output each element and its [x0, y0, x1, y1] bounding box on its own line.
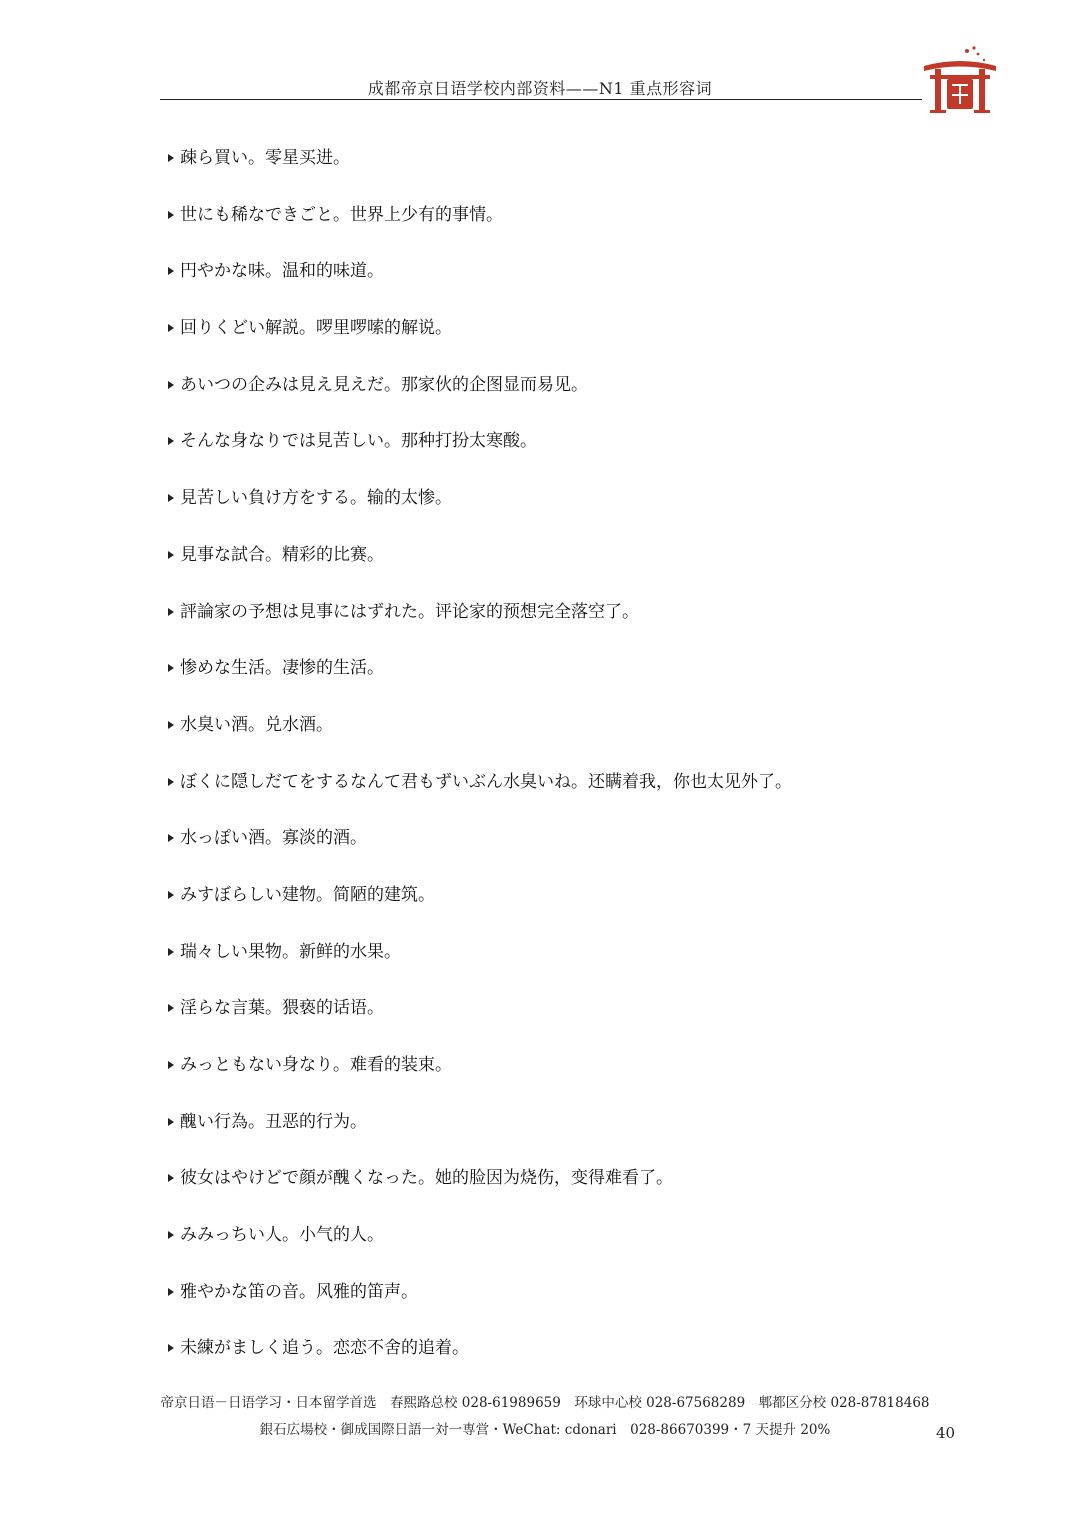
triangle-bullet-icon [168, 721, 174, 729]
triangle-bullet-icon [168, 891, 174, 899]
list-item [166, 1276, 1006, 1333]
triangle-bullet-icon [168, 1344, 174, 1352]
entry-text: 見事な試合。精彩的比赛。 [180, 544, 384, 565]
entry-text: みっともない身なり。难看的装束。 [180, 1055, 452, 1075]
list-item [166, 822, 1006, 879]
school-logo-torii-icon [918, 44, 1002, 116]
triangle-bullet-icon [168, 267, 174, 275]
triangle-bullet-icon [168, 608, 174, 616]
page-number: 40 [936, 1424, 956, 1442]
list-item [166, 1106, 1006, 1163]
list-item [166, 142, 1006, 199]
list-item [166, 1219, 1006, 1276]
triangle-bullet-icon [168, 664, 174, 672]
triangle-bullet-icon [168, 834, 174, 842]
entry-text: 醜い行為。丑恶的行为。 [180, 1111, 367, 1132]
triangle-bullet-icon [168, 551, 174, 559]
list-item [166, 766, 1006, 823]
triangle-bullet-icon [168, 154, 174, 162]
list-item [166, 312, 1006, 369]
entry-text: 世にも稀なできごと。世界上少有的事情。 [180, 204, 503, 225]
triangle-bullet-icon [168, 1288, 174, 1296]
entry-text: 惨めな生活。凄惨的生活。 [180, 658, 384, 679]
entry-text: 円やかな味。温和的味道。 [180, 261, 384, 282]
list-item [166, 709, 1006, 766]
triangle-bullet-icon [168, 1004, 174, 1012]
triangle-bullet-icon [168, 1061, 174, 1069]
list-item [166, 992, 1006, 1049]
entry-text: 未練がましく追う。恋恋不舍的追着。 [180, 1338, 469, 1359]
entry-text: 雅やかな笛の音。风雅的笛声。 [180, 1281, 418, 1302]
list-item [166, 255, 1006, 312]
triangle-bullet-icon [168, 324, 174, 332]
triangle-bullet-icon [168, 1118, 174, 1126]
list-item [166, 936, 1006, 993]
entry-text: 回りくどい解説。啰里啰嗦的解说。 [180, 318, 452, 339]
triangle-bullet-icon [168, 1174, 174, 1182]
footer-contact-line-1: 帝京日语－日语学习・日本留学首选 春熙路总校 028-61989659 环球中心校 028-67568289 郫都区分校 028-87818468 [160, 1395, 930, 1411]
triangle-bullet-icon [168, 381, 174, 389]
entry-text: 淫らな言葉。猥亵的话语。 [180, 998, 384, 1019]
triangle-bullet-icon [168, 1231, 174, 1239]
entry-text: 水っぽい酒。寡淡的酒。 [180, 828, 367, 849]
page-header-title: 成都帝京日语学校内部资料——N1 重点形容词 [367, 79, 713, 98]
list-item [166, 369, 1006, 426]
entry-text: あいつの企みは見え見えだ。那家伙的企图显而易见。 [180, 374, 588, 395]
entry-text: 疎ら買い。零星买进。 [180, 148, 350, 168]
list-item [166, 1332, 1006, 1389]
entry-text: 瑞々しい果物。新鲜的水果。 [180, 941, 401, 962]
entry-text: ぼくに隠しだてをするなんて君もずいぶん水臭いね。还瞒着我，你也太见外了。 [180, 771, 792, 792]
entry-text: 水臭い酒。兑水酒。 [180, 714, 333, 735]
list-item [166, 425, 1006, 482]
footer-contact-line-2: 銀石広場校・御成国際日語一対一専営・WeChat: cdonari 028-86670399・7 天提升 20% [259, 1422, 831, 1438]
list-item [166, 879, 1006, 936]
header-divider [160, 99, 922, 100]
list-item [166, 1162, 1006, 1219]
triangle-bullet-icon [168, 778, 174, 786]
entry-text: そんな身なりでは見苦しい。那种打扮太寒酸。 [180, 431, 537, 452]
phrase-list [166, 142, 1006, 1389]
entry-text: 見苦しい負け方をする。输的太惨。 [180, 488, 452, 509]
entry-text: みすぼらしい建物。简陋的建筑。 [180, 884, 435, 905]
triangle-bullet-icon [168, 211, 174, 219]
entry-text: みみっちい人。小气的人。 [180, 1225, 384, 1246]
list-item [166, 539, 1006, 596]
entry-text: 評論家の予想は見事にはずれた。评论家的预想完全落空了。 [180, 601, 639, 622]
entry-text: 彼女はやけどで顔が醜くなった。她的脸因为烧伤，变得难看了。 [180, 1168, 673, 1189]
list-item [166, 1049, 1006, 1106]
list-item [166, 199, 1006, 256]
triangle-bullet-icon [168, 437, 174, 445]
triangle-bullet-icon [168, 494, 174, 502]
list-item [166, 482, 1006, 539]
list-item [166, 652, 1006, 709]
triangle-bullet-icon [168, 948, 174, 956]
list-item [166, 596, 1006, 653]
